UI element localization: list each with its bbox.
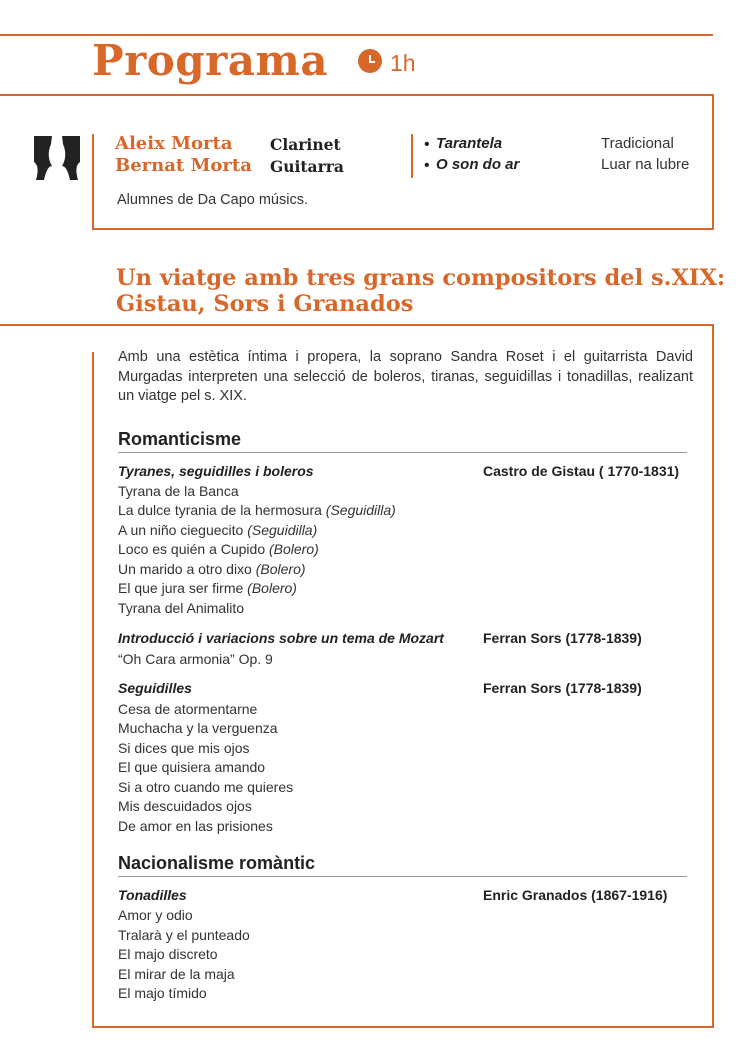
duration-label: 1h: [390, 50, 416, 76]
song-item: Cesa de atormentarne: [118, 701, 258, 717]
concert-intro: Amb una estètica íntima i propera, la soprano Sandra Roset i el guitarrista David Murgadas interpreten una selecció de boleros, tiranas, seguidillas i tonadillas, realizant un viatge pel s. XIX.: [118, 349, 693, 404]
piece-source: Luar na lubre: [601, 156, 690, 173]
song-item: El majo discreto: [118, 946, 218, 962]
piece-title: Tarantela: [436, 135, 503, 152]
song-item: A un niño cieguecito (Seguidilla): [118, 522, 318, 538]
section-heading: Romanticisme: [118, 429, 242, 449]
students-note: Alumnes de Da Capo músics.: [117, 192, 308, 208]
concert-title-line: Un viatge amb tres grans compositors del s.XIX:: [116, 265, 726, 291]
song-item: El que jura ser firme (Bolero): [118, 580, 297, 596]
song-item: El mirar de la maja: [118, 966, 235, 982]
composer: Ferran Sors (1778-1839): [483, 630, 642, 646]
song-item: De amor en las prisiones: [118, 818, 273, 834]
box1-right: [712, 94, 714, 230]
performer-name: Aleix Morta: [115, 133, 233, 154]
song-item: Si dices que mis ojos: [118, 740, 250, 756]
song-item: Un marido a otro dixo (Bolero): [118, 561, 306, 577]
performer-instrument: Clarinet: [270, 135, 341, 154]
work-title: Tonadilles: [118, 887, 187, 903]
song-item: Amor y odio: [118, 907, 193, 923]
song-item: La dulce tyrania de la hermosura (Seguidilla): [118, 502, 396, 518]
composer: Castro de Gistau ( 1770-1831): [483, 463, 680, 479]
box2-top: [0, 324, 714, 326]
theater-curtain-icon: [34, 136, 80, 180]
song-item: Tralarà y el punteado: [118, 927, 250, 943]
work-title: Tyranes, seguidilles i boleros: [118, 463, 314, 479]
section-rule: [118, 876, 687, 877]
box2-left: [92, 352, 94, 1028]
song-item: Muchacha y la verguenza: [118, 720, 278, 736]
song-item: “Oh Cara armonia” Op. 9: [118, 651, 273, 667]
song-item: Mis descuidados ojos: [118, 798, 252, 814]
performer-instrument: Guitarra: [270, 157, 344, 176]
work-title: Introducció i variacions sobre un tema de Mozart: [118, 630, 444, 646]
box2-bottom: [92, 1026, 714, 1028]
performer-name: Bernat Morta: [115, 155, 252, 176]
box1-left: [92, 134, 94, 230]
pieces-divider: [411, 134, 413, 178]
box1-top: [0, 94, 714, 96]
concert-title: [116, 265, 725, 317]
composer: Ferran Sors (1778-1839): [483, 680, 642, 696]
concert-title-line: Gistau, Sors i Granados: [116, 291, 414, 317]
page-title: Programa: [92, 36, 329, 85]
piece-bullet: •: [424, 136, 430, 153]
section-heading: Nacionalisme romàntic: [118, 853, 316, 873]
work-title: Seguidilles: [118, 680, 192, 696]
piece-bullet: •: [424, 157, 430, 174]
song-item: El que quisiera amando: [118, 759, 266, 775]
song-item: Tyrana del Animalito: [118, 600, 245, 616]
song-item: Loco es quién a Cupido (Bolero): [118, 541, 319, 557]
song-item: Tyrana de la Banca: [118, 483, 239, 499]
box1-bottom: [92, 228, 714, 230]
piece-source: Tradicional: [601, 135, 674, 152]
song-item: Si a otro cuando me quieres: [118, 779, 294, 795]
piece-title: O son do ar: [436, 156, 520, 173]
composer: Enric Granados (1867-1916): [483, 887, 668, 903]
song-item: El majo tímido: [118, 985, 207, 1001]
section-rule: [118, 452, 687, 453]
box2-right: [712, 324, 714, 1028]
clock-icon: [358, 49, 382, 73]
